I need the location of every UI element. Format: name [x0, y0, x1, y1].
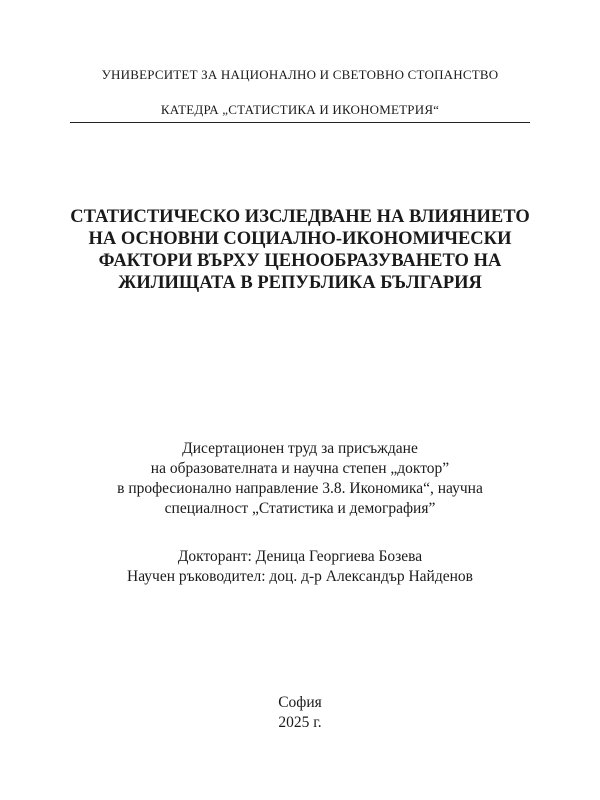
title-line-2: НА ОСНОВНИ СОЦИАЛНО-ИКОНОМИЧЕСКИ [88, 229, 512, 249]
title-line-4: ЖИЛИЩАТА В РЕПУБЛИКА БЪЛГАРИЯ [118, 273, 482, 293]
year: 2025 г. [278, 714, 322, 731]
scientific-supervisor: Научен ръководител: доц. д-р Александър Найденов [127, 568, 473, 585]
university-name: УНИВЕРСИТЕТ ЗА НАЦИОНАЛНО И СВЕТОВНО СТОПАНСТВО [101, 67, 499, 82]
description-line-1: Дисертационен труд за присъждане [182, 440, 418, 457]
department-name: КАТЕДРА „СТАТИСТИКА И ИКОНОМЕТРИЯ“ [160, 102, 440, 117]
city: София [278, 694, 322, 711]
title-line-3: ФАКТОРИ ВЪРХУ ЦЕНООБРАЗУВАНЕТО НА [98, 251, 502, 271]
description-line-4: специалност „Статистика и демография” [164, 500, 436, 517]
doctoral-student: Докторант: Деница Георгиева Бозева [177, 548, 423, 565]
title-line-1: СТАТИСТИЧЕСКО ИЗСЛЕДВАНЕ НА ВЛИЯНИЕТО [70, 207, 530, 227]
description-line-3: в професионално направление 3.8. Икономика“, научна [117, 480, 483, 497]
description-line-2: на образователната и научна степен „доктор” [150, 460, 450, 477]
header-divider [70, 122, 530, 123]
